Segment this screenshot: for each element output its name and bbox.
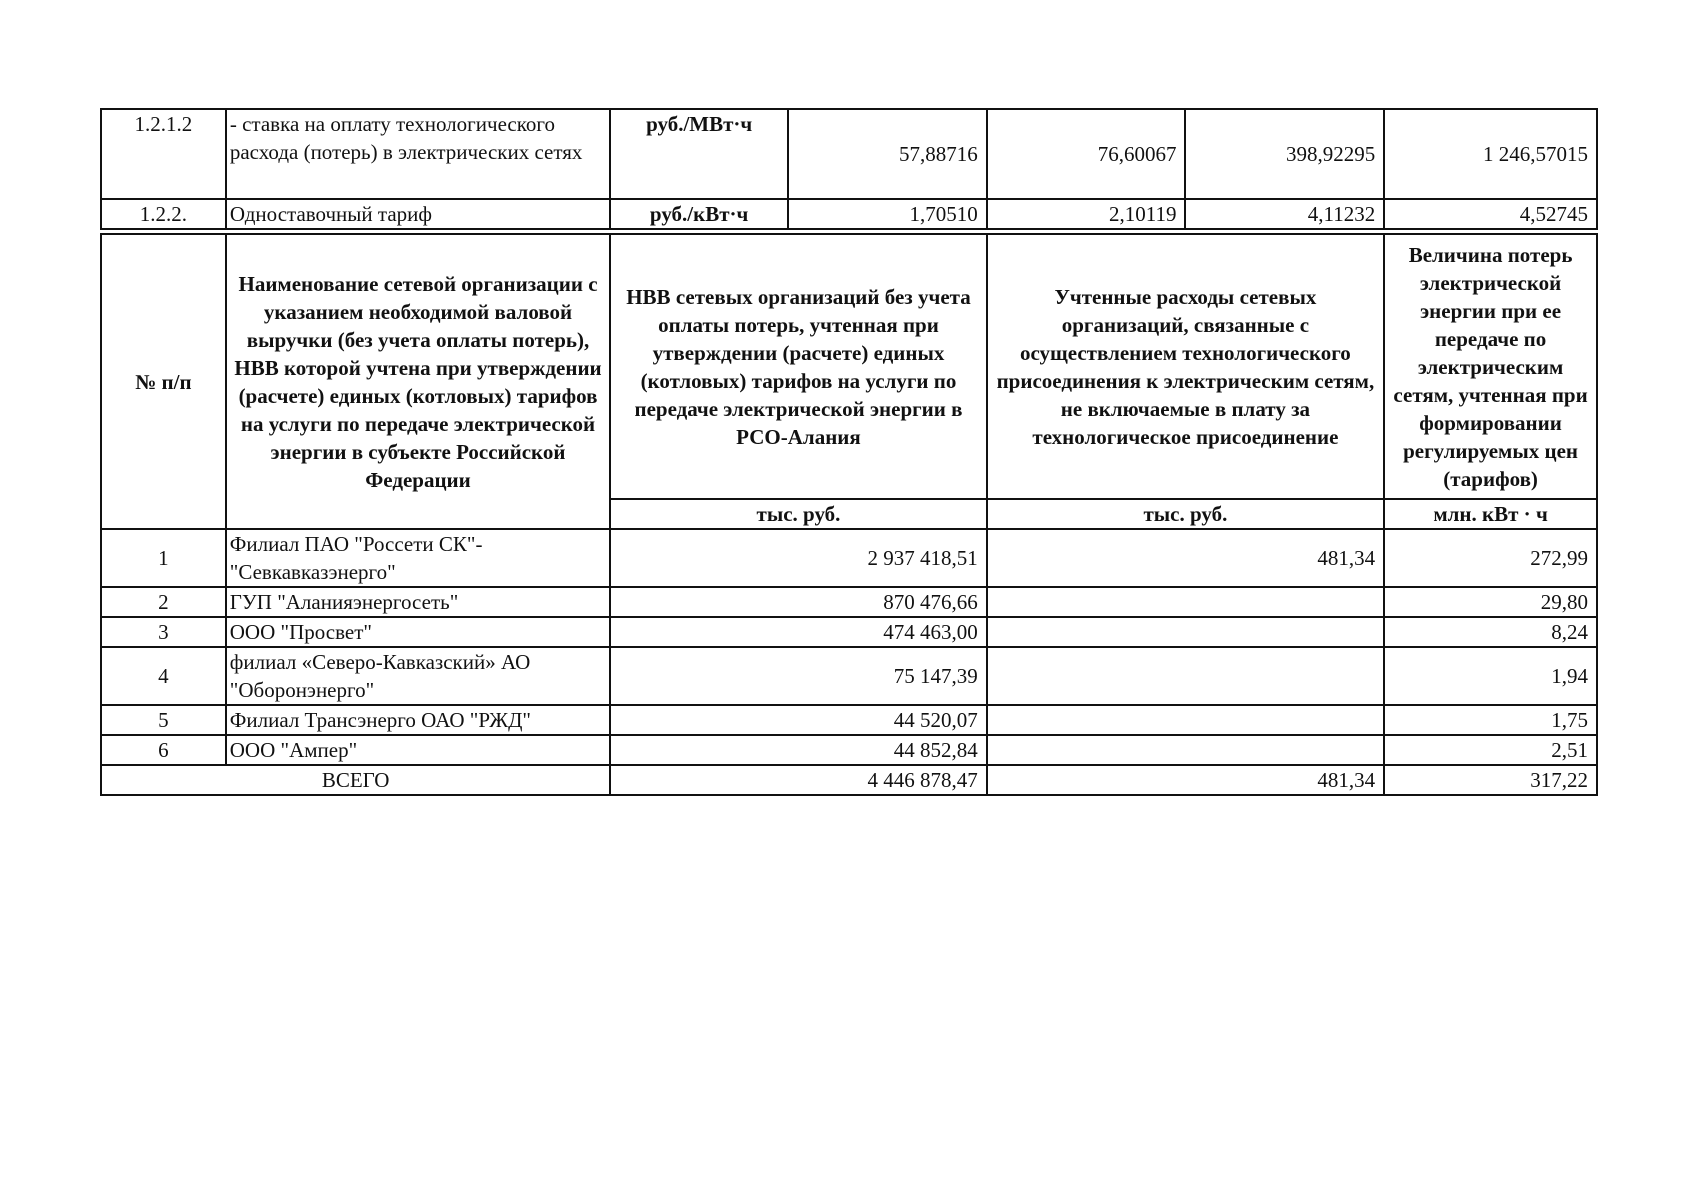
header-row <box>101 234 1597 499</box>
row-num: 3 <box>101 617 226 647</box>
row-num: 2 <box>101 587 226 617</box>
row-org: ООО "Ампер" <box>226 735 611 765</box>
total-row <box>101 765 1597 795</box>
row-costs: 481,34 <box>987 529 1384 587</box>
table-row <box>101 647 1597 705</box>
tariff-table <box>100 108 1598 230</box>
row-value-3: 4,11232 <box>1185 199 1384 229</box>
row-org: Филиал ПАО "Россети СК"- "Севкавказэнерго" <box>226 529 611 587</box>
row-num: 6 <box>101 735 226 765</box>
header-org: Наименование сетевой организации с указанием необходимой валовой выручки (без учета оплаты потерь), НВВ которой учтена при утверждении (расчете) единых (котловых) тарифов на услуги по передаче электрической энергии в субъекте Российской Федерации <box>226 234 611 529</box>
unit-losses: млн. кВт · ч <box>1384 499 1597 529</box>
row-losses: 29,80 <box>1384 587 1597 617</box>
row-losses: 1,94 <box>1384 647 1597 705</box>
row-costs <box>987 587 1384 617</box>
tariff-row <box>101 199 1597 229</box>
row-num: 5 <box>101 705 226 735</box>
total-nvv: 4 446 878,47 <box>610 765 986 795</box>
row-nvv: 474 463,00 <box>610 617 986 647</box>
row-code: 1.2.1.2 <box>101 109 226 199</box>
row-losses: 2,51 <box>1384 735 1597 765</box>
header-num: № п/п <box>101 234 226 529</box>
row-num: 1 <box>101 529 226 587</box>
header-nvv: НВВ сетевых организаций без учета оплаты потерь, учтенная при утверждении (расчете) единых (котловых) тарифов на услуги по передаче электрической энергии в РСО-Алания <box>610 234 986 499</box>
row-code: 1.2.2. <box>101 199 226 229</box>
header-losses: Величина потерь электрической энергии при ее передаче по электрическим сетям, учтенная при формировании регулируемых цен (тарифов) <box>1384 234 1597 499</box>
row-losses: 8,24 <box>1384 617 1597 647</box>
row-costs <box>987 617 1384 647</box>
row-org: филиал «Северо-Кавказский» АО "Оборонэнерго" <box>226 647 611 705</box>
row-losses: 272,99 <box>1384 529 1597 587</box>
row-value-2: 2,10119 <box>987 199 1186 229</box>
row-nvv: 75 147,39 <box>610 647 986 705</box>
total-losses: 317,22 <box>1384 765 1597 795</box>
organizations-table <box>100 233 1598 796</box>
table-row <box>101 617 1597 647</box>
row-nvv: 44 852,84 <box>610 735 986 765</box>
unit-nvv: тыс. руб. <box>610 499 986 529</box>
row-value-4: 4,52745 <box>1384 199 1597 229</box>
total-costs: 481,34 <box>987 765 1384 795</box>
row-unit: руб./кВт·ч <box>610 199 788 229</box>
table-row <box>101 735 1597 765</box>
row-num: 4 <box>101 647 226 705</box>
row-unit: руб./МВт·ч <box>610 109 788 199</box>
row-value-1: 1,70510 <box>788 199 987 229</box>
unit-costs: тыс. руб. <box>987 499 1384 529</box>
tariff-row <box>101 109 1597 199</box>
row-nvv: 870 476,66 <box>610 587 986 617</box>
row-org: ООО "Просвет" <box>226 617 611 647</box>
table-row <box>101 587 1597 617</box>
row-costs <box>987 705 1384 735</box>
row-costs <box>987 735 1384 765</box>
row-value-1: 57,88716 <box>788 109 987 199</box>
row-costs <box>987 647 1384 705</box>
row-value-3: 398,92295 <box>1185 109 1384 199</box>
table-row <box>101 705 1597 735</box>
row-losses: 1,75 <box>1384 705 1597 735</box>
row-name: - ставка на оплату технологического расхода (потерь) в электрических сетях <box>226 109 610 199</box>
row-org: ГУП "Аланияэнергосеть" <box>226 587 611 617</box>
row-org: Филиал Трансэнерго ОАО "РЖД" <box>226 705 611 735</box>
row-name: Одноставочный тариф <box>226 199 610 229</box>
table-row <box>101 529 1597 587</box>
header-costs: Учтенные расходы сетевых организаций, связанные с осуществлением технологического присоединения к электрическим сетям, не включаемые в плату за технологическое присоединение <box>987 234 1384 499</box>
row-value-2: 76,60067 <box>987 109 1186 199</box>
row-value-4: 1 246,57015 <box>1384 109 1597 199</box>
row-nvv: 44 520,07 <box>610 705 986 735</box>
row-nvv: 2 937 418,51 <box>610 529 986 587</box>
total-label: ВСЕГО <box>101 765 610 795</box>
